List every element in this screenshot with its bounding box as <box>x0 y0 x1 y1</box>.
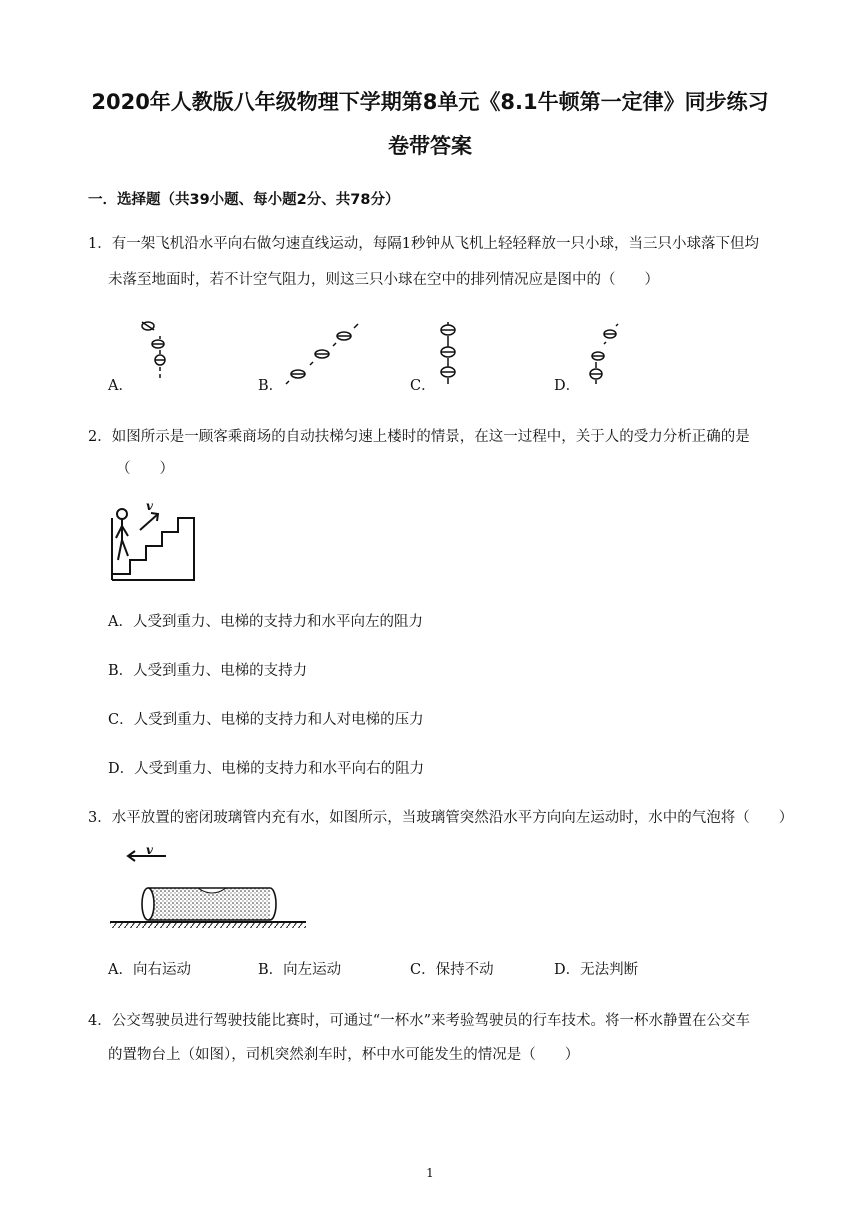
q2-option-a: A．人受到重力、电梯的支持力和水平向左的阻力 <box>108 614 423 630</box>
q1-option-a: A． <box>108 378 133 394</box>
question-2-text-line-2: （ ） <box>116 461 174 477</box>
question-1-text-line-2: 未落至地面时，若不计空气阻力，则这三只小球在空中的排列情况应是图中的（ ） <box>108 272 659 288</box>
q1-option-c: C． <box>410 378 436 394</box>
document-title-line-1: 2020年人教版八年级物理下学期第8单元《8.1牛顿第一定律》同步练习 <box>91 90 769 114</box>
document-title-line-2: 卷带答案 <box>388 134 472 158</box>
q3-figure-velocity-label: v <box>146 846 153 857</box>
q1-figure-c-falling-balls <box>432 320 472 390</box>
question-2-text-line-1: 2．如图所示是一顾客乘商场的自动扶梯匀速上楼时的情景，在这一过程中，关于人的受力分析正确的是 <box>88 429 750 445</box>
question-4-text-line-1: 4．公交驾驶员进行驾驶技能比赛时，可通过“一杯水”来考验驾驶员的行车技术。将一杯水静置在公交车 <box>88 1013 751 1029</box>
question-4-text-line-2: 的置物台上（如图），司机突然刹车时，杯中水可能发生的情况是（ ） <box>108 1047 580 1063</box>
page-number: 1 <box>426 1166 434 1180</box>
q3-option-b: B．向左运动 <box>258 962 342 978</box>
q2-figure-velocity-label: v <box>146 499 153 513</box>
q3-option-d: D．无法判断 <box>554 962 639 978</box>
q2-option-c: C．人受到重力、电梯的支持力和人对电梯的压力 <box>108 712 424 728</box>
q2-option-d: D．人受到重力、电梯的支持力和水平向右的阻力 <box>108 761 425 777</box>
q3-option-a: A．向右运动 <box>108 962 191 978</box>
section-heading: 一．选择题（共39小题、每小题2分、共78分） <box>88 192 400 208</box>
q1-figure-d-falling-balls <box>578 322 628 388</box>
q2-figure-escalator <box>108 498 200 590</box>
q1-option-b: B． <box>258 378 284 394</box>
q3-option-c: C．保持不动 <box>410 962 494 978</box>
q1-figure-b-falling-balls <box>280 322 370 388</box>
q2-option-b: B．人受到重力、电梯的支持力 <box>108 663 308 679</box>
q1-option-d: D． <box>554 378 581 394</box>
question-3-text-line-1: 3．水平放置的密闭玻璃管内充有水，如图所示，当玻璃管突然沿水平方向向左运动时，水中的气泡将（ ） <box>88 810 794 826</box>
question-1-text-line-1: 1．有一架飞机沿水平向右做匀速直线运动，每隔1秒钟从飞机上轻轻释放一只小球，当三只小球落下但均 <box>88 236 759 252</box>
q1-figure-a-falling-balls <box>130 318 180 388</box>
q3-figure-glass-tube <box>108 846 308 928</box>
